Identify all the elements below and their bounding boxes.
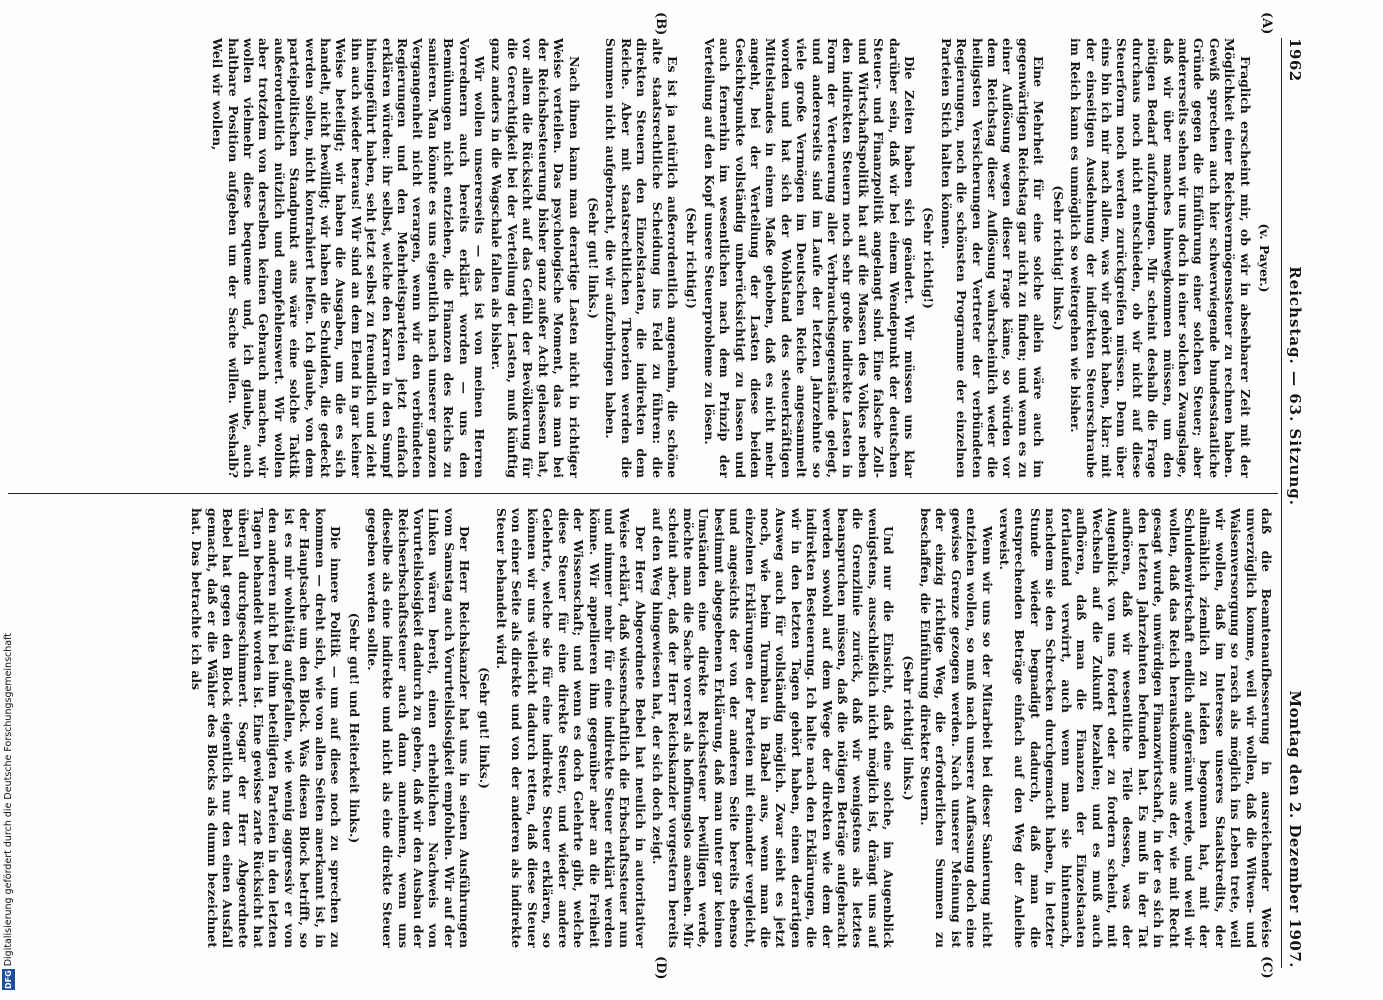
paragraph: Es ist ja natürlich außerordentlich angenehm, die schöne alte staatsrechtliche Scheidung ins Feld zu führen: die direkten Steuern den Einzelstaaten, die indirekten dem Reiche. Aber mit staatsrechtlichen Theorien werden die Summen nicht aufgebracht, die wir aufzubringen haben.: [603, 38, 680, 478]
interjection: (Sehr richtig! links.): [1050, 185, 1066, 331]
left-column: [9, 38, 1274, 478]
paragraph: Eine Mehrheit für eine solche allein wäre auch im gegenwärtigen Reichstag gar nicht zu finden; und wenn es zu einer Auflösung wegen dieser Frage käme, so würden vor dem Reichstag dieser Auflösung wahrscheinlich weder die heiligsten Versicherungen der Vertreter der verbündeten Regierungen, noch die schönsten Programme der einzelnen Parteien Stich halten können.: [938, 38, 1047, 478]
column-divider: [8, 493, 1278, 494]
session-date: Montag den 2. Dezember 1907.: [1286, 690, 1304, 968]
paragraph: Die innere Politik — um auf diese noch zu sprechen zu kommen — dreht sich, wie von allen Seiten anerkannt ist, in der Hauptsache um den Block. Was diesen Block betrifft, so ist es mir wohltätig aufgefallen, wie wenig aggressiv er von den anderen nicht bei ihm beteiligten Parteien in den letzten Tagen behandelt worden ist. Eine gewisse zarte Rücksicht hat überall durchgeschimmert. Sogar der Herr Abgeordnete Bebel hat gegen den Block eigentlich nur den einen Ausfall gemacht, daß er die Wähler des Blocks als dumm bezeichnet hat. Das betrachte ich als: [189, 508, 344, 948]
page-header: [1281, 38, 1308, 968]
margin-marker-d: (D): [653, 956, 668, 980]
speaker-name: (v. Payer.): [1257, 223, 1272, 293]
paragraph: daß die Beamtenaufbesserung in ausreichender Weise unverzüglich komme, weil wir wollen, daß die Witwen- und Waisenversorgung so rasch als möglich ins Leben trete, weil wir wollen, daß im Interesse unseres Staatskredits, der allmählich ziemlich zu leiden begonnen hat, mit der Schuldenwirtschaft endlich aufgeräumt werde, und weil wir wollen, daß das Reich herauskomme aus der, wie mit Recht gesagt wurde, unwürdigen Finanzwirtschaft, in der es sich in den letzten Jahrzehnten befunden hat. Es muß in der Tat aufhören, daß wir wesentliche Teile dessen, was der Augenblick von uns fordert oder zu fordern scheint, mit Wechseln auf die Zukunft bezahlen; und es muß auch aufhören, daß man die Finanzen der Einzelstaaten fortlaufend verwirrt, auch wenn man sie hintennach, nachdem sie den Schrecken durchgemacht haben, in letzter Stunde wieder begnadigt dadurch, daß man die entsprechenden Beträge einfach auf den Weg der Anleihe verweist.: [997, 508, 1274, 948]
paragraph: Wenn wir uns so der Mitarbeit bei dieser Sanierung nicht entziehen wollen, so muß nach unserer Auffassung doch eine gewisse Grenze gezogen werden. Nach unserer Meinung ist der einzig richtige Weg, die erforderlichen Summen zu beschaffen, die Einführung direkter Steuern.: [918, 508, 995, 948]
paragraph: Fraglich erscheint mir, ob wir in absehbarer Zeit mit der Möglichkeit einer Reichsvermögenssteuer zu rechnen haben. Gewiß sprechen auch hier schwerwiegende bundesstaatliche Gründe gegen die Einführung einer solchen Steuer; aber andererseits sehen wir uns doch in einer solchen Zwangslage, daß wir über manches hinwegkommen müssen, um den nötigen Bedarf aufzubringen. Mir scheint deshalb die Frage durchaus noch nicht entschieden, ob wir nicht auf diese Steuerform noch werden zurückgreifen müssen. Denn über eins bin ich mir nach allem, was wir gehört haben, klar: mit der einseitigen Ausdehnung der indirekten Steuerschraube im Reich kann es unmöglich so weitergehen wie bisher.: [1068, 38, 1253, 478]
credit-text: Digitalisierung gefördert durch die Deutsche Forschungsgemeinschaft: [3, 632, 14, 967]
margin-marker-c: (C): [1259, 956, 1274, 979]
right-column: [9, 508, 1274, 948]
interjection: (Sehr gut! links.): [585, 197, 601, 319]
margin-marker-a: (A): [1259, 12, 1274, 35]
paragraph: Und nur die Einsicht, daß eine solche, im Augenblick wenigstens, ausschließlich nicht möglich ist, drängt uns auf die Grenzlinie zurück, daß wir wenigstens als letztes beanspruchen müssen, daß die nötigen Beträge aufgebracht werden sowohl auf dem Wege der direkten wie dem der indirekten Besteuerung. Ich halte nach den Erklärungen, die wir in den letzten Tagen gehört haben, einen derartigen Ausweg auch für vollständig möglich. Zwar sieht es jetzt noch, wie beim Turmbau in Babel aus, wenn man die einzelnen Erklärungen der Parteien mit einander vergleicht, und angesichts der von der anderen Seite bereits ebenso bestimmt abgegebenen Erklärung, daß man unter gar keinen Umständen eine direkte Reichssteuer bewilligen werde, möchte man die Sache vorerst als hoffnungslos ansehen. Mir scheint aber, daß der Herr Reichskanzler vorgestern bereits auf den Weg hingewiesen hat, der sich doch zeigt.: [650, 508, 897, 948]
interjection: (Sehr gut! und Heiterkeit links.): [347, 612, 363, 844]
interjection: (Sehr richtig!): [684, 207, 700, 309]
page-number: 1962: [1286, 38, 1304, 82]
paragraph: Der Herr Abgeordnete Bebel hat neulich in autoritativer Weise erklärt, daß wissenschaftlich die Erbschaftssteuer nun und nimmer mehr für eine indirekte Steuer erklärt werden könne. Wir appellieren ihm gegenüber aber an die Freiheit der Wissenschaft; und wenn es doch Gelehrte gibt, welche diese Steuer für eine direkte Steuer, und wieder andere Gelehrte, welche sie für eine indirekte Steuer erklären, so können wir uns vielleicht dadurch retten, daß diese Steuer von einer Seite als direkte und von der anderen als indirekte Steuer behandelt wird.: [494, 508, 648, 948]
paragraph: Wir wollen unsererseits — das ist von meinen Herren Vorrednern auch bereits erklärt worden — uns den Bemühungen nicht entziehen, die Finanzen des Reichs zu sanieren. Man könnte es uns eigentlich nach unserer ganzen Vergangenheit nicht verargen, wenn wir den verbündeten Regierungen und den Mehrheitsparteien jetzt einfach erklären würden: ihr selbst, welche den Karren in den Sumpf hineingeführt haben, seht jetzt selbst zu freundlich und zieht ihn auch wieder heraus! Wir sind an dem Elend in gar keiner Weise beteiligt; wir haben die Ausgaben, um die es sich handelt, nicht bewilligt; wir haben die Schulden, die gedeckt werden sollen, nicht kontrahiert helfen. Ich glaube, von dem parteipolitischen Standpunkt aus wäre eine solche Taktik außerordentlich nützlich und empfehlenswert. Wir wollen aber trotzdem von derselben keinen Gebrauch machen, wir wollen vielmehr diese bequeme und, ich glaube, auch haltbare Position aufgeben um der Sache willen. Weshalb? Weil wir wollen,: [210, 38, 488, 478]
paragraph: Der Herr Reichskanzler hat uns in seinen Ausführungen vom Samstag auch Vorurteilslosigkeit empfohlen. Wir auf der Linken wären bereit, einen erheblichen Nachweis von Vorurteilslosigkeit dadurch zu geben, daß wir den Ausbau der Reichserbschaftssteuer auch dann annehmen, wenn uns dieselbe als eine indirekte und nicht als eine direkte Steuer gegeben werden sollte.: [364, 508, 473, 948]
dfg-logo: DFG: [4, 970, 13, 989]
paragraph: Nach ihnen kann man derartige Lasten nicht in richtiger Weise verteilen. Das psychologische Moment, das man bei der Reichsbesteuerung bisher ganz außer Acht gelassen hat, vor allem die Rücksicht auf das Gefühl der Bevölkerung für die Gerechtigkeit bei der Verteilung der Lasten, muß künftig ganz anders in die Wagschale fallen als bisher.: [489, 38, 582, 478]
paragraph: Die Zeiten haben sich geändert. Wir müssen uns klar darüber sein, daß wir bei einem Wendepunkt der deutschen Steuer- und Finanzpolitik angelangt sind. Eine falsche Zoll- und Wirtschaftspolitik hat auf die Massen des Volkes neben den indirekten Steuern noch sehr große indirekte Lasten in Form der Verteuerung aller Verbrauchsgegenstände gelegt, und andererseits sind im Laufe der letzten Jahrzehnte so viele große Vermögen im Deutschen Reiche angesammelt worden und hat sich der Wohlstand des steuerkräftigen Mittelstandes in einem Maße gehoben, daß es nicht mehr angeht, bei der Verteilung der Lasten diese beiden Gesichtspunkte vollständig unberücksichtigt zu lassen und auch fernerhin im wesentlichen nach dem Prinzip der Verteilung auf den Kopf unsere Steuerprobleme zu lösen.: [701, 38, 918, 478]
margin-marker-b: (B): [653, 12, 668, 36]
interjection: (Sehr richtig! links.): [900, 655, 916, 801]
session-title: Reichstag. — 63. Sitzung.: [1286, 266, 1304, 507]
interjection: (Sehr gut! links.): [476, 667, 492, 789]
interjection: (Sehr richtig!): [921, 207, 937, 309]
